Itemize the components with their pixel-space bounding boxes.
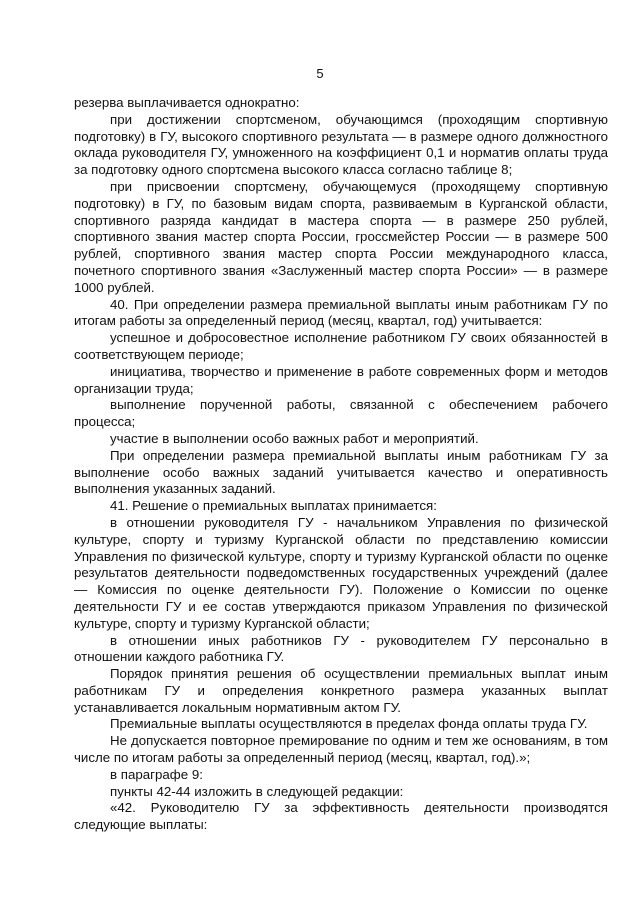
paragraph: при достижении спортсменом, обучающимся (проходящим спортивную подготовку) в ГУ, высокого спортивного результата — в размере одного должностного оклада руководителя ГУ, умноженного на коэффициент 0,1 и норматив оплаты труда за подготовку одного спортсмена высокого класса согласно таблице 8; <box>74 111 608 178</box>
paragraph: Не допускается повторное премирование по одним и тем же основаниям, в том числе по итогам работы за определенный период (месяц, квартал, год).»; <box>74 733 608 766</box>
page-number: 5 <box>316 66 324 81</box>
paragraph: в отношении руководителя ГУ - начальником Управления по физической культуре, спорту и туризму Курганской области по представлению комиссии Управления по физической культуре, спорту и туризму Курганской области по оценке результатов деятельности подведомственных государственных учреждений (далее — Комиссия по оценке деятельности ГУ). Положение о Комиссии по оценке деятельности ГУ и ее состав утверждаются приказом Управления по физической культуре, спорту и туризму Курганской области; <box>74 514 608 631</box>
document-body <box>74 95 608 834</box>
paragraph: Премиальные выплаты осуществляются в пределах фонда оплаты труда ГУ. <box>110 716 588 732</box>
paragraph: успешное и добросовестное исполнение работником ГУ своих обязанностей в соответствующем периоде; <box>74 330 608 362</box>
paragraph: 40. При определении размера премиальной выплаты иным работникам ГУ по итогам работы за определенный период (месяц, квартал, год) учитывается: <box>74 296 608 329</box>
paragraph: выполнение порученной работы, связанной с обеспечением рабочего процесса; <box>74 397 608 430</box>
paragraph: пункты 42-44 изложить в следующей редакции: <box>110 783 404 799</box>
paragraph: участие в выполнении особо важных работ и мероприятий. <box>110 430 479 446</box>
paragraph: резерва выплачивается однократно: <box>74 95 300 110</box>
paragraph: инициатива, творчество и применение в работе современных форм и методов организации труда; <box>74 363 608 396</box>
paragraph: Порядок принятия решения об осуществлении премиальных выплат иным работникам ГУ и определения конкретного размера указанных выплат устанавливается локальным нормативным актом ГУ. <box>74 666 608 715</box>
paragraph: в параграфе 9: <box>110 766 203 782</box>
paragraph: при присвоении спортсмену, обучающемуся (проходящему спортивную подготовку) в ГУ, по базовым видам спорта, развиваемым в Курганской области, спортивного разряда кандидат в мастера спорта — в размере 250 рублей, спортивного звания мастер спорта России, гроссмейстер России — в размере 500 рублей, спортивного звания мастер спорта России международного класса, почетного спортивного звания «Заслуженный мастер спорта России» — в размере 1000 рублей. <box>74 178 608 295</box>
paragraph: в отношении иных работников ГУ - руководителем ГУ персонально в отношении каждого работника ГУ. <box>74 632 608 665</box>
paragraph: 41. Решение о премиальных выплатах принимается: <box>110 498 437 514</box>
paragraph: «42. Руководителю ГУ за эффективность деятельности производятся следующие выплаты: <box>74 800 608 833</box>
paragraph: При определении размера премиальной выплаты иным работникам ГУ за выполнение особо важных заданий учитывается качество и оперативность выполнения указанных заданий. <box>74 447 608 497</box>
